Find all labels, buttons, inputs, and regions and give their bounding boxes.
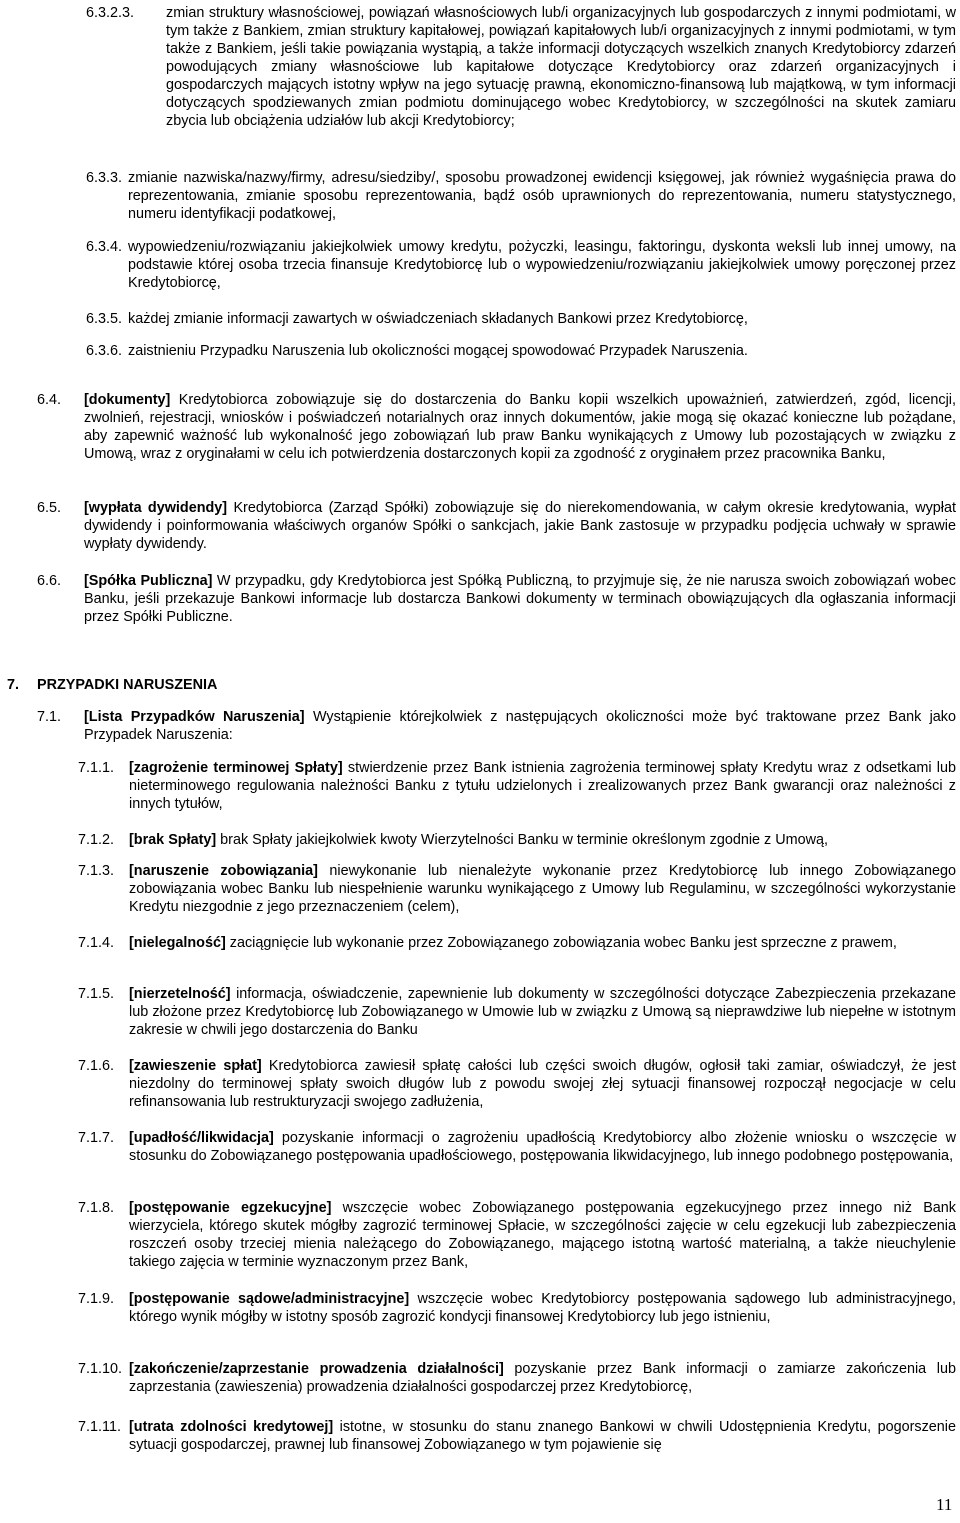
item-body: stwierdzenie przez Bank istnienia zagrożenia terminowej spłaty Kredytu wraz z odsetkami lub nieterminowego regulowania należności Banku z tytułu udzielonych i zrealizowanych przez Bank gwarancji oraz należności z innych tytułów,	[129, 760, 957, 812]
item-number: 6.3.3.	[86, 170, 123, 186]
item-number: 6.5.	[37, 500, 62, 516]
item-body: W przypadku, gdy Kredytobiorca jest Spółką Publiczną, to przyjmuje się, że nie narusza swoich zobowiązań wobec Banku, jeśli przekazuje Bankowi informacje lub dostarcza Bankowi dokumenty w terminach obowiązujących dla ogłaszania informacji przez Spółki Publiczne.	[84, 573, 957, 625]
item-label: [Lista Przypadków Naruszenia]	[84, 709, 305, 725]
item-body: pozyskanie przez Bank informacji o zamiarze zakończenia lub zaprzestania (zawieszenia) prowadzenia działalności gospodarczej przez Kredytobiorcę,	[129, 1361, 956, 1395]
item-label: [zawieszenie spłat]	[129, 1058, 262, 1074]
item-number: 7.1.5.	[78, 986, 115, 1002]
item-text	[129, 1129, 956, 1165]
item-7-1-5	[78, 985, 956, 1045]
page-number: 11	[936, 1495, 953, 1514]
section-title: PRZYPADKI NARUSZENIA	[37, 677, 218, 693]
item-text: każdej zmianie informacji zawartych w oświadczeniach składanych Bankowi przez Kredytobiorcę,	[128, 311, 748, 327]
item-number: 7.1.2.	[78, 832, 115, 848]
item-7-1-3	[78, 862, 956, 922]
item-6-3-6	[86, 342, 956, 362]
item-number: 6.3.6.	[86, 343, 123, 359]
item-number: 7.1.8.	[78, 1200, 115, 1216]
item-label: [upadłość/likwidacja]	[129, 1130, 274, 1146]
item-7-1-6	[78, 1057, 956, 1117]
item-label: [zagrożenie terminowej Spłaty]	[129, 760, 343, 776]
item-label: [naruszenie zobowiązania]	[129, 863, 318, 879]
item-label: [postępowanie sądowe/administracyjne]	[129, 1291, 410, 1307]
item-body: brak Spłaty jakiejkolwiek kwoty Wierzytelności Banku w terminie określonym zgodnie z Umową,	[220, 832, 829, 848]
item-text: wypowiedzeniu/rozwiązaniu jakiejkolwiek umowy kredytu, pożyczki, leasingu, faktoringu, dyskonta weksli lub innej umowy, na podstawie której osoba trzecia finansuje Kredytobiorcę lub o wypowiedzeniu/rozwiązaniu jakiejkolwiek umowy poręczonej przez Kredytobiorcę,	[128, 239, 956, 291]
item-text	[84, 391, 956, 463]
item-label: [brak Spłaty]	[129, 832, 217, 848]
item-number: 7.1.11.	[78, 1419, 121, 1435]
item-6-3-4	[86, 238, 956, 296]
item-6-3-3	[86, 169, 956, 227]
item-body: Kredytobiorca zawiesił spłatę całości lub części swoich długów, ogłosił taki zamiar, oświadczył, że jest niezdolny do terminowej spłaty swoich długów lub z powodu swojej złej sytuacji finansowej rozpoczął negocjacje w celu refinansowania lub restrukturyzacji swojego zadłużenia,	[129, 1058, 956, 1110]
item-6-3-5	[86, 310, 956, 330]
item-7-1-8	[78, 1199, 956, 1279]
section-number: 7.	[7, 677, 20, 693]
item-body: wszczęcie wobec Zobowiązanego postępowania egzekucyjnego przez innego niż Bank wierzyciela, którego skutek mógłby zagrozić terminowej Spłacie, w szczególności zajęcie w celu egzekucji lub zabezpieczenia roszczeń osoby trzeciej mienia należącego do Zobowiązanego, mającego istotną wartość materialną, a także nieuchylenie takiego zajęcia w terminie wyznaczonym przez Bank,	[129, 1200, 956, 1270]
item-number: 7.1.9.	[78, 1291, 115, 1307]
item-text	[129, 1199, 956, 1271]
item-body: Kredytobiorca zobowiązuje się do dostarczenia do Banku kopii wszelkich upoważnień, zatwierdzeń, zgód, licencji, zwolnień, rejestracji, wniosków i poświadczeń notarialnych oraz innych dokumentów, jakie mogą się okazać konieczne lub pożądane, aby zapewnić ważność lub wykonalność jego zobowiązań lub praw Banku wynikających z Umowy lub pozostających w związku z Umową, wraz z oryginałami w celu ich potwierdzenia dostarczonych kopii za zgodność z oryginałem przez pracownika Banku,	[84, 392, 956, 462]
item-7-1-2	[78, 831, 956, 851]
item-body: pozyskanie informacji o zagrożeniu upadłością Kredytobiorcy albo złożenie wniosku o wszczęcie w stosunku do Zobowiązanego postępowania upadłościowego, postępowania likwidacyjnego, lub innego podobnego postępowania,	[129, 1130, 956, 1164]
item-6-5	[37, 499, 956, 559]
item-label: [zakończenie/zaprzestanie prowadzenia działalności]	[129, 1361, 504, 1377]
item-7-1-7	[78, 1129, 956, 1189]
item-text	[84, 708, 956, 744]
item-number: 6.6.	[37, 573, 62, 589]
item-number: 7.1.1.	[78, 760, 115, 776]
item-body: wszczęcie wobec Kredytobiorcy postępowania sądowego lub administracyjnego, którego wynik mógłby w istotny sposób zagrozić kondycji finansowej Kredytobiorcy lub jego istnieniu,	[129, 1291, 956, 1325]
item-label: [nierzetelność]	[129, 986, 231, 1002]
item-number: 7.1.10.	[78, 1361, 123, 1377]
item-number: 7.1.4.	[78, 935, 115, 951]
item-body: informacja, oświadczenie, zapewnienie lub dokumenty w szczególności dotyczące Zabezpieczenia przekazane lub złożone przez Kredytobiorcę lub Zobowiązanego w Umowie lub w związku z Umową są nieprawdziwe lub niepełne w istotnym zakresie w chwili jego dostarczenia do Banku	[129, 986, 956, 1038]
item-text: zaistnieniu Przypadku Naruszenia lub okoliczności mogącej spowodować Przypadek Naruszenia.	[128, 343, 748, 359]
item-text	[129, 1057, 956, 1111]
item-number: 7.1.	[37, 709, 62, 725]
item-7-1	[37, 708, 956, 748]
item-body: zaciągnięcie lub wykonanie przez Zobowiązanego zobowiązania wobec Banku jest sprzeczne z prawem,	[229, 935, 897, 951]
item-text	[129, 934, 956, 952]
item-number: 6.3.4.	[86, 239, 123, 255]
item-label: [wypłata dywidendy]	[84, 500, 228, 516]
item-text	[129, 1290, 956, 1326]
item-label: [postępowanie egzekucyjne]	[129, 1200, 332, 1216]
item-text	[129, 862, 956, 916]
item-label: [nielegalność]	[129, 935, 226, 951]
item-7-1-11	[78, 1418, 956, 1458]
item-body: niewykonanie lub nienależyte wykonanie przez Kredytobiorcę lub innego Zobowiązanego zobowiązania wobec Banku lub niespełnienie warunku wynikającego z Umowy lub Regulaminu, w szczególności wykorzystanie Kredytu niezgodnie z jego przeznaczeniem (celem),	[129, 863, 957, 915]
item-7-1-10	[78, 1360, 956, 1400]
item-6-4	[37, 391, 956, 491]
item-text: zmianie nazwiska/nazwy/firmy, adresu/siedziby/, sposobu prowadzonej ewidencji księgowej, jak również wygaśnięcia prawa do reprezentowania, zmianie sposobu reprezentowania, bądź osób uprawnionych do reprezentowania, numeru statystycznego, numeru identyfikacji podatkowej,	[128, 170, 956, 222]
item-label: [Spółka Publiczna]	[84, 573, 213, 589]
item-label: [dokumenty]	[84, 392, 171, 408]
item-text	[84, 499, 956, 553]
item-text	[129, 831, 956, 849]
item-number: 6.3.2.3.	[86, 5, 135, 21]
item-body: Kredytobiorca (Zarząd Spółki) zobowiązuje się do nierekomendowania, w całym okresie kredytowania, wypłat dywidendy i poinformowania właściwych organów Spółki o sankcjach, jakie Bank zastosuje w przypadku podjęcia uchwały w sprawie wypłaty dywidendy.	[84, 500, 957, 552]
item-number: 7.1.7.	[78, 1130, 115, 1146]
item-number: 7.1.3.	[78, 863, 115, 879]
item-text	[129, 985, 956, 1039]
item-text	[129, 1418, 956, 1454]
item-text: zmian struktury własnościowej, powiązań własnościowych lub/i organizacyjnych lub gospodarczych z innymi podmiotami, w tym także z Bankiem, zmian struktury kapitałowej, powiązań kapitałowych lub/i organizacyjnych z innymi podmiotami, w tym także z Bankiem, jeśli takie powiązania wystąpią, a także informacji dotyczących wszelkich znanych Kredytobiorcy zdarzeń powodujących zmiany własnościowe lub kapitałowe dotyczące Kredytobiorcy oraz zdarzeń organizacyjnych i gospodarczych mających istotny wpływ na jego sytuację prawną, ekonomiczno-finansową lub majątkową, w tym informacji dotyczących spodziewanych zmian podmiotu dominującego wobec Kredytobiorcy, w szczególności na skutek zamiaru zbycia lub obciążenia udziałów lub akcji Kredytobiorcy;	[166, 5, 956, 129]
item-number: 7.1.6.	[78, 1058, 115, 1074]
section-heading	[7, 676, 407, 694]
item-body: Wystąpienie którejkolwiek z następujących okoliczności może być traktowane przez Bank jako Przypadek Naruszenia:	[84, 709, 957, 743]
item-text	[129, 759, 956, 813]
item-6-3-2-3	[86, 4, 956, 164]
item-text	[129, 1360, 956, 1396]
item-number: 6.3.5.	[86, 311, 123, 327]
item-body: istotne, w stosunku do stanu znanego Bankowi w chwili Udostępnienia Kredytu, pogorszenie sytuacji gospodarczej, prawnej lub finansowej Zobowiązanego w tym pojawienie się	[129, 1419, 957, 1453]
item-7-1-1	[78, 759, 956, 819]
item-number: 6.4.	[37, 392, 62, 408]
item-6-6	[37, 572, 956, 632]
item-label: [utrata zdolności kredytowej]	[129, 1419, 334, 1435]
item-text	[84, 572, 956, 626]
item-7-1-4	[78, 934, 956, 974]
item-7-1-9	[78, 1290, 956, 1350]
